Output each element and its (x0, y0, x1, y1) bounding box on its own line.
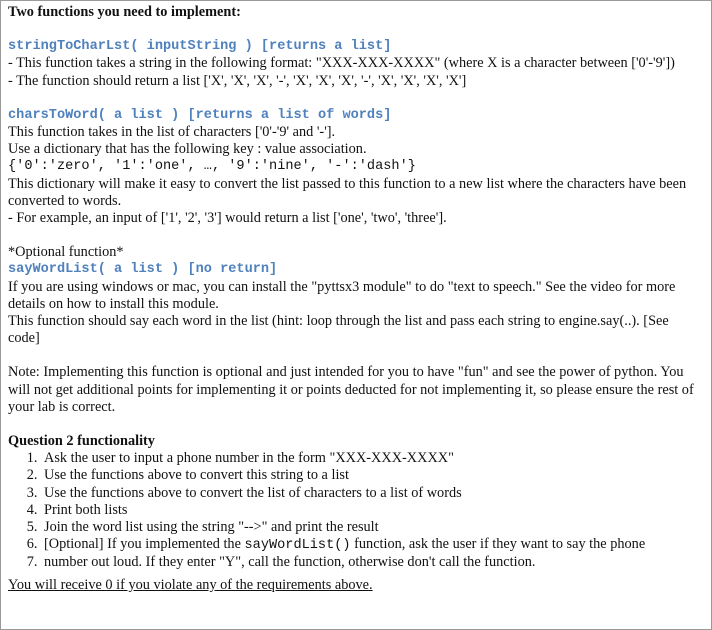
optional-function-label: *Optional function* (8, 244, 124, 261)
list-item: 1. Ask the user to input a phone number in the form "XXX-XXX-XXXX" (41, 450, 703, 467)
function-2-dictionary-explanation: This dictionary will make it easy to convert the list passed to this function to a new list where the characters have been converted to words. (8, 175, 687, 209)
list-item: 4. Print both lists (41, 502, 703, 519)
step-6-text-end: function, ask the user if they want to say the phone (350, 536, 646, 553)
function-2-dictionary-intro: Use a dictionary that has the following key : value association. (8, 141, 367, 158)
question-2-heading: Question 2 functionality (8, 433, 155, 450)
function-1-section (8, 38, 703, 90)
list-item (41, 536, 703, 554)
requirements-warning: You will receive 0 if you violate any of the requirements above. (8, 576, 373, 593)
function-2-dictionary-code: {'0':'zero', '1':'one', …, '9':'nine', '-':'dash'} (8, 159, 416, 175)
function-2-description: This function takes in the list of characters ['0'-'9' and '-']. (8, 124, 336, 141)
optional-note: Note: Implementing this function is optional and just intended for you to have "fun" and see the power of python. You will not get additional points for implementing it or points deducted for not implementing it, so please ensure the rest of your lab is correct. (8, 364, 694, 415)
function-1-return-description: - The function should return a list ['X', 'X', 'X', '-', 'X', 'X', 'X', '-', 'X', 'X', 'X', 'X'] (8, 72, 467, 89)
document-title: Two functions you need to implement: (8, 4, 241, 20)
list-item: 7. number out loud. If they enter "Y", call the function, otherwise don't call the function. (41, 554, 703, 571)
optional-function-section (8, 244, 703, 347)
function-1-description: - This function takes a string in the following format: "XXX-XXX-XXXX" (where X is a character between ['0'-'9']) (8, 55, 675, 72)
function-2-signature: charsToWord( a list ) [returns a list of words] (8, 107, 392, 123)
question-2-steps (8, 450, 703, 571)
optional-function-description: This function should say each word in the list (hint: loop through the list and pass each string to engine.say(..). [See code] (8, 313, 669, 347)
list-item: 2. Use the functions above to convert this string to a list (41, 467, 703, 484)
list-item: 3. Use the functions above to convert the list of characters to a list of words (41, 485, 703, 502)
optional-function-install-note: If you are using windows or mac, you can install the "pyttsx3 module" to do "text to speech." See the video for more details on how to install this module. (8, 278, 676, 312)
step-6-function-name: sayWordList() (244, 538, 351, 554)
step-6-text-start: [Optional] If you implemented the (44, 536, 245, 553)
function-2-example: - For example, an input of ['1', '2', '3'] would return a list ['one', 'two', 'three']. (8, 210, 447, 227)
function-1-signature: stringToCharLst( inputString ) [returns a list] (8, 39, 392, 55)
question-2-section (8, 433, 703, 572)
optional-function-signature: sayWordList( a list ) [no return] (8, 262, 278, 278)
list-item: 5. Join the word list using the string "-->" and print the result (41, 519, 703, 536)
function-2-section (8, 107, 703, 227)
